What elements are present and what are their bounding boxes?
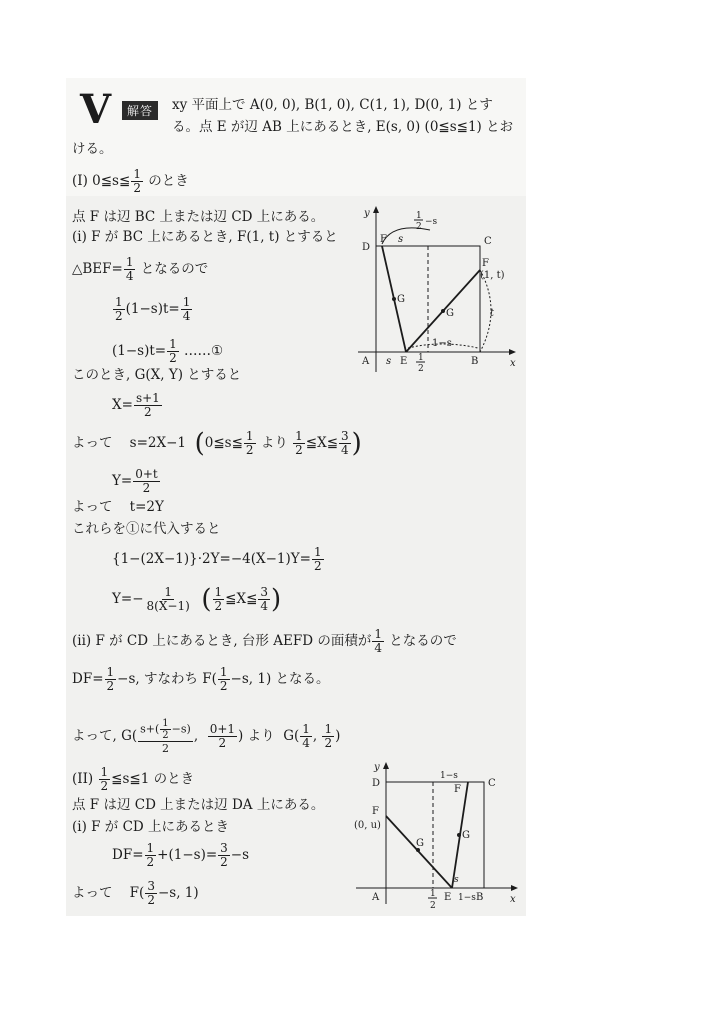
case1-eq3: {1−(2X−1)}·2Y=−4(X−1)Y= $\frac{1}{2}$	[112, 545, 322, 573]
fig2-label-c: C	[488, 778, 496, 789]
fig1-label-g-right: G	[446, 308, 454, 319]
fig1-label-s-bottom: s	[386, 356, 392, 367]
fig2-label-s: s	[454, 875, 459, 885]
fig1-label-half-num: 1	[418, 353, 424, 363]
intro-line-2: る。点 E が辺 AB 上にあるとき, E(s, 0) (0≦s≦1) とお	[172, 119, 514, 135]
case2-f: よって F( $\frac{3}{2}$ −s, 1)	[72, 879, 199, 907]
fig1-label-b: B	[471, 356, 479, 367]
case1-subst: これらを①に代入すると	[72, 521, 221, 537]
fig2-point-g-right	[457, 833, 461, 837]
fig1-label-half-top-den: 2	[416, 222, 422, 232]
case2-line1: 点 F は辺 CD 上または辺 DA 上にある。	[72, 797, 325, 813]
figure1-diagram	[352, 200, 520, 380]
intro-line-1: xy 平面上で A(0, 0), B(1, 0), C(1, 1), D(0, 1) とす	[172, 97, 493, 113]
fig1-brace-top	[382, 228, 430, 244]
case1-g-line: このとき, G(X, Y) とすると	[72, 367, 242, 383]
fig1-label-d: D	[362, 242, 371, 253]
fig1-label-f-coord: (1, t)	[480, 270, 505, 281]
fig1-label-t: t	[490, 308, 495, 319]
fig1-label-half-den: 2	[418, 364, 424, 374]
problem-number: V	[80, 86, 112, 133]
fig2-label-half-num: 1	[430, 889, 436, 899]
fig1-y-arrow	[373, 206, 379, 213]
fig1-label-e: E	[400, 356, 408, 367]
case1-eq2: (1−s)t= $\frac{1}{2}$ ……①	[112, 337, 224, 365]
case1-x-eq: X= $\frac{s+1}{2}$	[112, 391, 160, 419]
fig2-label-x: x	[510, 894, 516, 905]
case1-g2: よって, G( s+( $\frac{1}{2}$ −s) 2 , $\frac{0+1}{2}$ ) より G( $\frac{1}{4}$ , $\frac{1}{2}$ )	[72, 718, 341, 755]
fig2-label-g-right: G	[462, 830, 470, 841]
fig1-label-half-top-num: 1	[416, 211, 422, 221]
fig2-label-one-minus-s-top: 1−s	[440, 771, 458, 781]
fig1-label-y: y	[364, 208, 370, 219]
fig1-label-a: A	[362, 356, 370, 367]
fig1-label-f-right: F	[482, 258, 489, 269]
fig1-label-g-left: G	[397, 294, 405, 305]
case2-title: (II) $\frac{1}{2}$ ≦s≦1 のとき	[72, 765, 195, 793]
fig1-point-g-right	[441, 309, 445, 313]
fig2-label-f-top: F	[454, 784, 461, 795]
answer-badge: 解答	[122, 101, 158, 120]
figure2-diagram	[350, 758, 522, 914]
fig2-label-b: B	[476, 892, 484, 903]
case1-df: DF= $\frac{1}{2}$ −s, すなわち F( $\frac{1}{2}$ −s, 1) となる。	[72, 665, 330, 693]
fig1-label-s-top: s	[398, 234, 404, 245]
case1-title: (I) 0≦s≦ $\frac{1}{2}$ のとき	[72, 167, 189, 195]
fig2-label-f-left-coord: (0, u)	[354, 820, 381, 831]
fig2-label-y: y	[374, 762, 380, 773]
fig2-label-g-left: G	[416, 838, 424, 849]
fig1-point-g-left	[392, 297, 396, 301]
fig1-label-f-top: F	[380, 234, 387, 245]
intro-line-3: ける。	[72, 141, 113, 157]
fig2-label-half-den: 2	[430, 901, 436, 911]
case2-sub-i: (i) F が CD 上にあるとき	[72, 819, 230, 835]
fig1-label-half-top-suffix: −s	[425, 217, 438, 227]
case1-bef: △BEF= $\frac{1}{4}$ となるので	[72, 255, 209, 283]
case1-sub-ii: (ii) F が CD 上にあるとき, 台形 AEFD の面積が $\frac{1}{4}$ となるので	[72, 627, 457, 655]
case1-eq1: $\frac{1}{2}$ (1−s)t= $\frac{1}{4}$	[115, 295, 191, 323]
case2-df: DF= $\frac{1}{2}$ +(1−s)= $\frac{3}{2}$ −s	[112, 841, 250, 869]
fig2-label-a: A	[372, 892, 380, 903]
fig2-segment-left	[386, 816, 452, 888]
fig2-label-one-minus-s-bottom: 1−s	[458, 893, 476, 903]
fig1-label-one-minus-s: 1−s	[432, 338, 452, 349]
fig1-label-c: C	[484, 236, 492, 247]
case1-t-eq: よって t=2Y	[72, 499, 164, 515]
fig1-x-arrow	[509, 349, 516, 355]
fig2-label-e: E	[444, 892, 452, 903]
fig2-label-f-left: F	[372, 806, 379, 817]
case1-sub-i: (i) F が BC 上にあるとき, F(1, t) とすると	[72, 229, 338, 245]
fig1-label-x: x	[510, 358, 516, 369]
fig2-x-arrow	[511, 885, 518, 891]
case1-y-eq: Y= $\frac{0+t}{2}$	[112, 467, 158, 495]
case1-line1: 点 F は辺 BC 上または辺 CD 上にある。	[72, 209, 325, 225]
fig2-label-d: D	[372, 778, 381, 789]
case1-s-eq: よって s=2X−1 (0≦s≦ $\frac{1}{2}$ より $\frac{1}{2}$ ≦X≦ $\frac{3}{4}$ )	[72, 428, 362, 459]
fig2-y-arrow	[383, 762, 389, 769]
case1-eq4: Y=− $\frac{1}{8(X-1)}$ ( $\frac{1}{2}$ ≦X≦ $\frac{3}{4}$ )	[112, 584, 282, 615]
